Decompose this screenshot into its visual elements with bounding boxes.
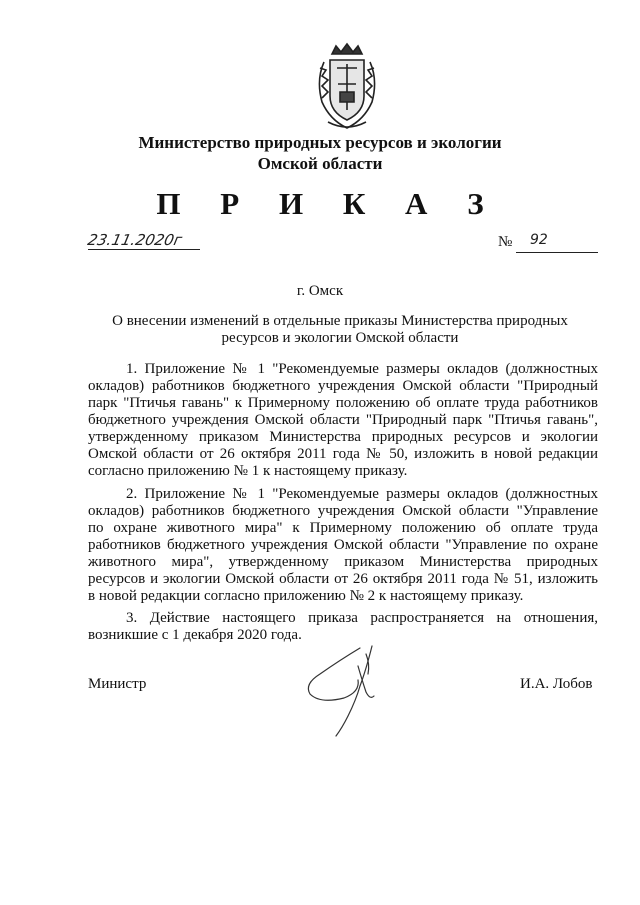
date-underline xyxy=(88,249,200,250)
subject-line2: ресурсов и экологии Омской области xyxy=(221,330,459,346)
city-line: г. Омск xyxy=(296,283,344,299)
body-line: бюджетного учреждения Омской области "Природный парк "Птичья гавань", xyxy=(88,412,598,428)
body-line: по охране животного мира" к Примерному положению об оплате труда xyxy=(88,520,598,536)
body-line: утвержденному приказом Министерства природных ресурсов и экологии xyxy=(88,429,598,445)
ministry-name-line1: Министерство природных ресурсов и экологии xyxy=(138,133,502,152)
body-line: окладов) работников бюджетного учреждения Омской области "Управление xyxy=(88,503,598,519)
number-underline xyxy=(516,252,598,253)
ministry-name-line2: Омской области xyxy=(257,154,383,173)
coat-of-arms-icon xyxy=(310,40,384,132)
body-line: ресурсов и экологии Омской области от 26 октября 2011 года № 51, изложить xyxy=(88,571,598,587)
handwritten-number: 92 xyxy=(530,232,548,248)
signatory-name: И.А. Лобов xyxy=(520,676,593,692)
handwritten-date: 23.11.2020г xyxy=(86,231,184,249)
signatory-title: Министр xyxy=(88,676,147,692)
body-line: 3. Действие настоящего приказа распространяется на отношения, xyxy=(126,610,598,626)
body-line: 1. Приложение № 1 "Рекомендуемые размеры окладов (должностных xyxy=(126,361,598,377)
body-line: окладов) работников бюджетного учреждения Омской области "Природный xyxy=(88,378,598,394)
body-line: в новой редакции согласно приложению № 2 к настоящему приказу. xyxy=(88,588,524,604)
body-line: Омской области от 26 октября 2011 года № 50, изложить в новой редакции xyxy=(88,446,598,462)
handwritten-signature xyxy=(300,640,410,740)
document-type-title: П Р И К А З xyxy=(156,186,500,221)
body-line: животного мира", утвержденному приказом Министерства природных xyxy=(88,554,598,570)
body-line: возникшие с 1 декабря 2020 года. xyxy=(88,627,302,643)
body-line: согласно приложению № 1 к настоящему приказу. xyxy=(88,463,408,479)
subject-line1: О внесении изменений в отдельные приказы Министерства природных xyxy=(112,313,568,329)
body-line: парк "Птичья гавань" к Примерному положению об оплате труда работников xyxy=(88,395,598,411)
number-label: № xyxy=(498,234,513,250)
body-line: работников бюджетного учреждения Омской области "Управление по охране xyxy=(88,537,598,553)
body-line: 2. Приложение № 1 "Рекомендуемые размеры окладов (должностных xyxy=(126,486,598,502)
